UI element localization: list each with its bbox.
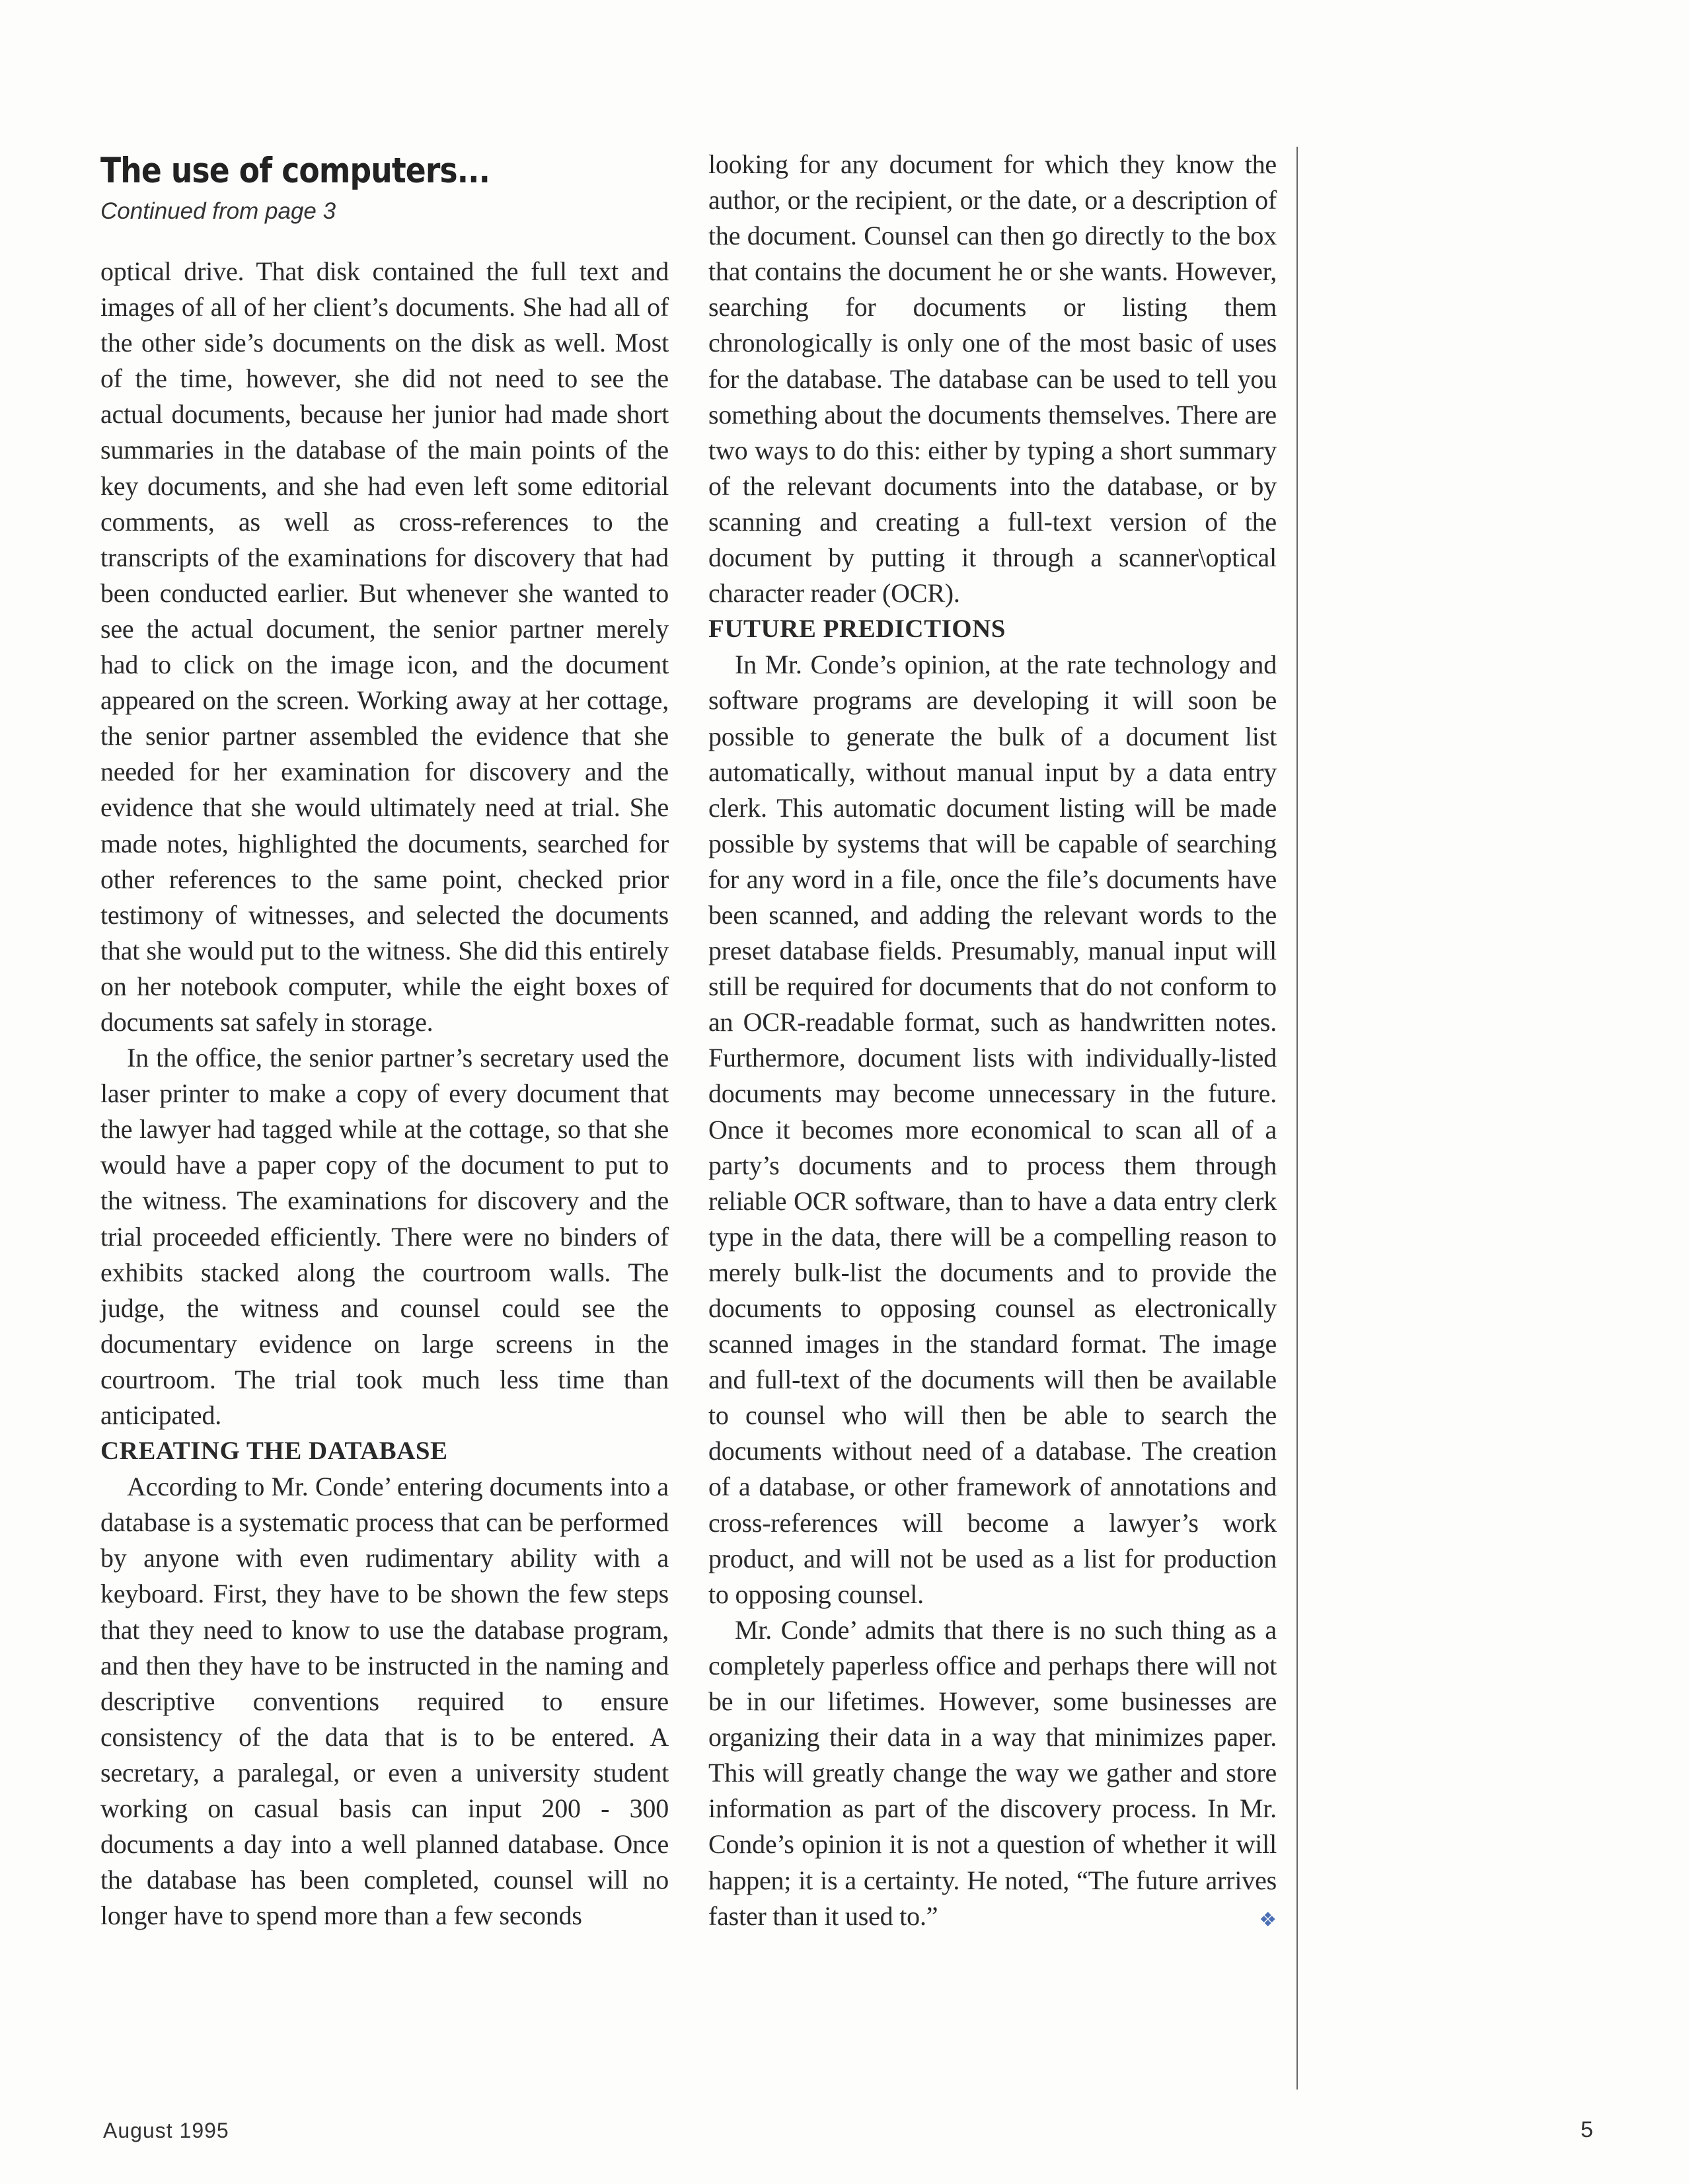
footer-date: August 1995: [103, 2119, 229, 2142]
paragraph: In the office, the senior partner’s secretary used the laser printer to make a copy of every document that the lawyer had tagged while at the cottage, so that she would have a paper copy of the document to put to the witness. The examinations for discovery and the trial proceeded efficiently. There were no binders of exhibits stacked along the courtroom walls. The judge, the witness and counsel could see the documentary evidence on large screens in the courtroom. The trial took much less time than anticipated.: [100, 1043, 669, 1430]
end-of-article-icon: ❖: [1259, 1908, 1277, 1932]
left-column: [100, 254, 669, 1934]
right-column: [708, 147, 1277, 1938]
paragraph: According to Mr. Conde’ entering documents into a database is a systematic process that can be performed by anyone with even rudimentary ability with a keyboard. First, they have to be shown the few steps that they need to know to use the database program, and then they have to be instructed in the naming and descriptive conventions required to ensure consistency of the data that is to be entered. A secretary, a paralegal, or even a university student working on casual basis can input 200 - 300 documents a day into a well planned database. Once the database has been completed, counsel will no longer have to spend more than a few seconds: [100, 1472, 669, 1931]
section-heading-future-predictions: FUTURE PREDICTIONS: [708, 615, 1006, 644]
paragraph-last: [708, 1612, 1277, 1934]
continued-note: Continued from page 3: [100, 198, 336, 224]
paragraph: optical drive. That disk contained the full text and images of all of her client’s documents. She had all of the other side’s documents on the disk as well. Most of the time, however, she did not need to see the actual documents, because her junior had made short summaries in the database of the main points of the key documents, and she had even left some editorial comments, as well as cross-references to the transcripts of the examinations for discovery that had been conducted earlier. But whenever she wanted to see the actual document, the senior partner merely had to click on the image icon, and the document appeared on the screen. Working away at her cottage, the senior partner assembled the evidence that she needed for her examination for discovery and the evidence that she would ultimately need at trial. She made notes, highlighted the documents, searched for other references to the same point, checked prior testimony of witnesses, and selected the documents that she would put to the witness. She did this entirely on her notebook computer, while the eight boxes of documents sat safely in storage.: [100, 256, 669, 1037]
article-title: The use of computers...: [100, 151, 490, 191]
paragraph-text: Mr. Conde’ admits that there is no such thing as a completely paperless office and perhaps there will not be in our lifetimes. However, some businesses are organizing their data in a way that minimizes paper. This will greatly change the way we gather and store information as part of the discovery process. In Mr. Conde’s opinion it is not a question of whether it will happen; it is a certainty. He noted, “The future arrives faster than it used to.”: [708, 1614, 1277, 1931]
section-heading-creating-database: CREATING THE DATABASE: [100, 1437, 448, 1466]
page-number: 5: [1581, 2117, 1593, 2142]
column-rule: [1296, 147, 1298, 2090]
paragraph: In Mr. Conde’s opinion, at the rate technology and software programs are developing it will soon be possible to generate the bulk of a document list automatically, without manual input by a data entry clerk. This automatic document listing will be made possible by systems that will be capable of searching for any word in a file, once the file’s documents have been scanned, and adding the relevant words to the preset database fields. Presumably, manual input will still be required for documents that do not conform to an OCR-readable format, such as handwritten notes. Furthermore, document lists with individually-listed documents may become unnecessary in the future. Once it becomes more economical to scan all of a party’s documents and to process them through reliable OCR software, than to have a data entry clerk type in the data, there will be a compelling reason to merely bulk-list the documents and to provide the documents to opposing counsel as electronically scanned images in the standard format. The image and full-text of the documents will then be available to counsel who will then be able to search the documents without need of a database. The creation of a database, or other framework of annotations and cross-references will become a lawyer’s work product, and will not be used as a list for production to opposing counsel.: [708, 650, 1277, 1609]
paragraph: looking for any document for which they know the author, or the recipient, or the date, or a description of the document. Counsel can then go directly to the box that contains the document he or she wants. However, searching for documents or listing them chronologically is only one of the most basic of uses for the database. The database can be used to tell you something about the documents themselves. There are two ways to do this: either by typing a short summary of the relevant documents into the database, or by scanning and creating a full-text version of the document by putting it through a scanner\optical character reader (OCR).: [708, 149, 1277, 609]
